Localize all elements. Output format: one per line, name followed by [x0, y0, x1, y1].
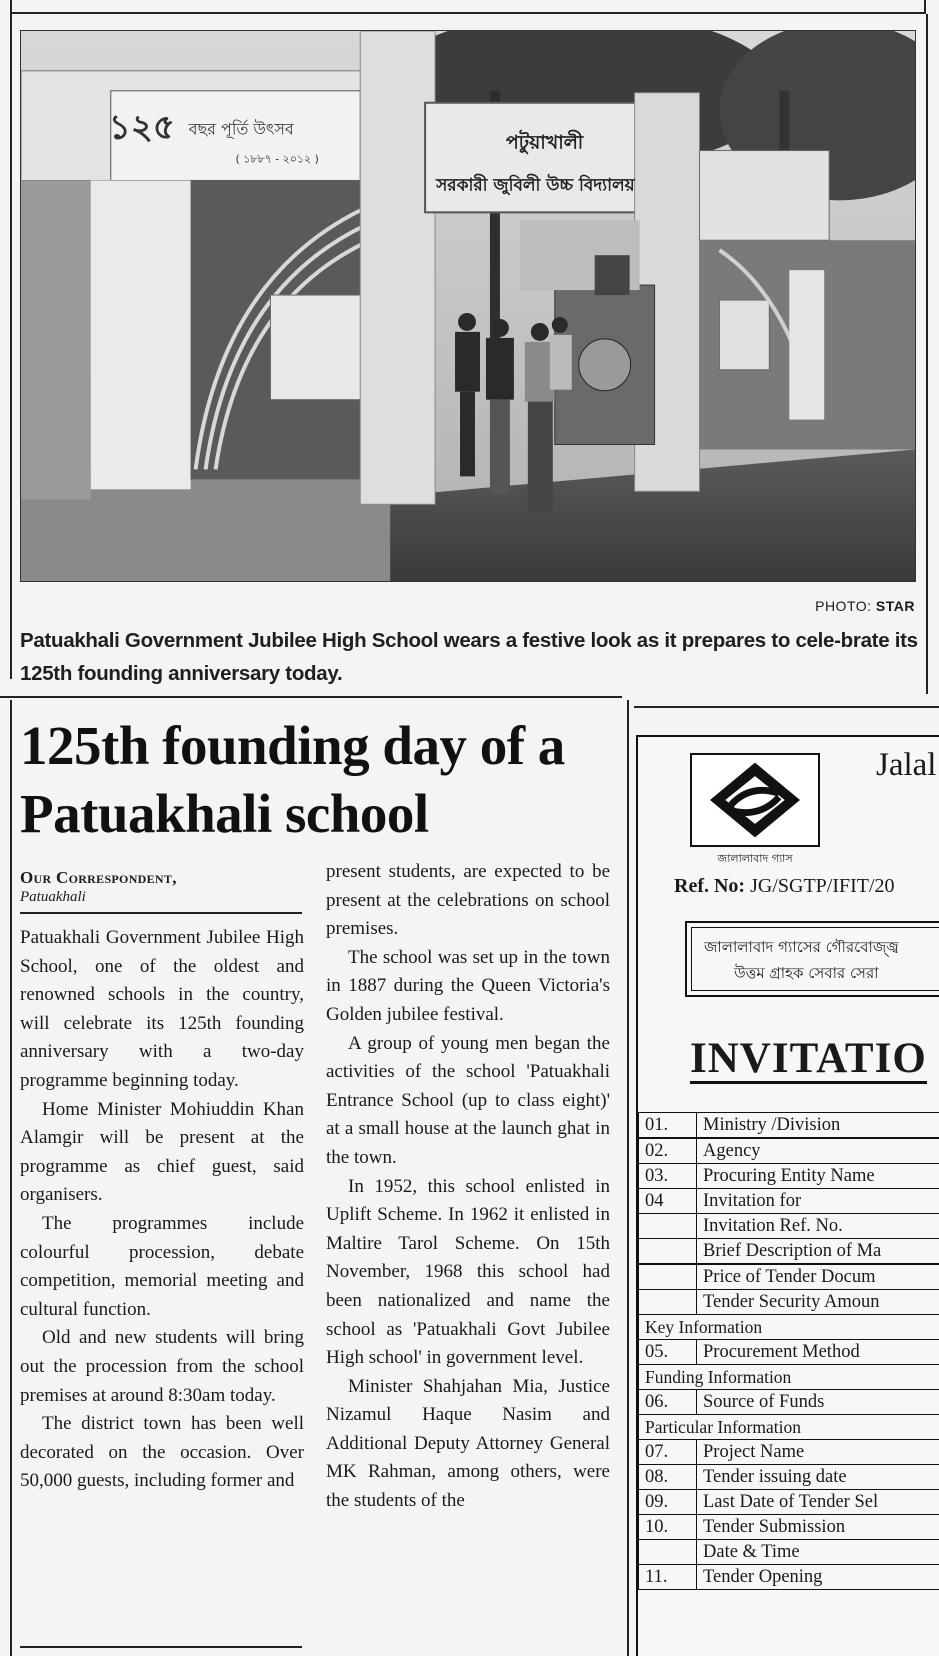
row-label: Ministry /Division [697, 1113, 939, 1138]
row-label: Procuring Entity Name [697, 1164, 939, 1189]
sign-main-line2: সরকারী জুবিলী উচ্চ বিদ্যালয় [436, 174, 635, 195]
column-rule-right [926, 14, 928, 694]
row-number [639, 1290, 697, 1315]
row-label: Procurement Method [697, 1340, 939, 1365]
row-number [639, 1540, 697, 1565]
byline-place: Patuakhali [20, 889, 86, 905]
table-row [639, 1315, 939, 1340]
byline-rule [20, 912, 302, 914]
photo-credit: PHOTO: STAR [815, 598, 915, 614]
table-row [639, 1164, 939, 1189]
paragraph: Patuakhali Government Jubilee High School, one of the oldest and renowned schools in the country, will celebrate its 125th founding anniversary with a two-day programme beginning today. [20, 927, 304, 1091]
school-gate-photo [21, 31, 915, 581]
row-number: 11. [639, 1565, 697, 1590]
logo-caption: জালালাবাদ গ্যাস [717, 852, 793, 865]
sign-left-number: ১২৫ [108, 107, 175, 147]
table-row [639, 1113, 939, 1138]
paragraph: In 1952, this school enlisted in Uplift Scheme. In 1962 it enlisted in Maltire Tarol Scheme. On 15th November, 1968 this school had been nationalized and name the school as 'Patuakhali Govt Jubilee High school' in government level. [326, 1175, 610, 1369]
paragraph: The district town has been well decorated on the occasion. Over 50,000 guests, including former and [20, 1413, 304, 1492]
row-label: Agency [697, 1139, 939, 1164]
section-heading: Funding Information [639, 1365, 939, 1390]
table-row [639, 1565, 939, 1590]
table-row [639, 1265, 939, 1290]
row-number [639, 1239, 697, 1264]
paragraph: The programmes include colourful procession, debate competition, memorial meeting and cultural function. [20, 1212, 304, 1320]
tender-advertisement [636, 735, 939, 1656]
row-number: 07. [639, 1440, 697, 1465]
table-row [639, 1465, 939, 1490]
tender-table [638, 1112, 939, 1590]
row-number: 10. [639, 1515, 697, 1540]
row-label: Tender Opening [697, 1565, 939, 1590]
row-label: Last Date of Tender Sel [697, 1490, 939, 1515]
article-rule-right [627, 700, 629, 1656]
row-number: 01. [639, 1113, 697, 1138]
banner-line-2: উত্তম গ্রাহক সেবার সেরা [734, 964, 879, 982]
table-row [639, 1515, 939, 1540]
row-number: 06. [639, 1390, 697, 1415]
invitation-title: INVITATIO [690, 1035, 927, 1082]
sign-left-years: ( ১৮৮৭ - ২০১২ ) [235, 152, 319, 166]
table-row [639, 1290, 939, 1315]
ref-value: JG/SGTP/IFIT/20 [750, 875, 895, 897]
paragraph: Home Minister Mohiuddin Khan Alamgir will be present at the programme as chief guest, said organisers. [20, 1098, 304, 1206]
article-column-2 [326, 858, 610, 1516]
column-rule-left [10, 14, 12, 679]
row-number: 02. [639, 1139, 697, 1164]
ad-rule [634, 706, 939, 708]
article-rule-left [10, 700, 12, 1656]
row-label: Source of Funds [697, 1390, 939, 1415]
row-label: Tender Security Amoun [697, 1290, 939, 1315]
table-row [639, 1390, 939, 1415]
table-row [639, 1440, 939, 1465]
row-number: 08. [639, 1465, 697, 1490]
byline [20, 868, 302, 906]
table-row [639, 1415, 939, 1440]
paragraph: A group of young men began the activities of the school 'Patuakhali Entrance School (up to class eight)' at a small house at the launch ghat in the town. [326, 1032, 610, 1168]
table-row [639, 1340, 939, 1365]
paragraph: Minister Shahjahan Mia, Justice Nizamul Haque Nasim and Additional Deputy Attorney General MK Rahman, among others, were the students of the [326, 1375, 610, 1512]
table-row [639, 1214, 939, 1239]
section-rule [0, 696, 622, 698]
article-headline: 125th founding day of a Patuakhali school [20, 715, 565, 844]
row-label: Date & Time [697, 1540, 939, 1565]
top-frame [10, 0, 926, 14]
slogan-banner [685, 921, 939, 997]
bottom-rule [20, 1646, 302, 1648]
article-column-1 [20, 924, 304, 1496]
section-heading: Particular Information [639, 1415, 939, 1440]
paragraph: The school was set up in the town in 1887 during the Queen Victoria's Golden jubilee festival. [326, 946, 610, 1025]
row-number [639, 1265, 697, 1290]
byline-name: Our Correspondent, [20, 868, 177, 887]
table-row [639, 1490, 939, 1515]
row-label: Tender Submission [697, 1515, 939, 1540]
paragraph: present students, are expected to be present at the celebrations on school premises. [326, 861, 610, 940]
table-row [639, 1365, 939, 1390]
row-number: 04 [639, 1189, 697, 1214]
row-number: 05. [639, 1340, 697, 1365]
company-logo [690, 753, 820, 847]
table-row [639, 1540, 939, 1565]
table-row [639, 1189, 939, 1214]
company-name: Jalal [876, 747, 937, 783]
row-number [639, 1214, 697, 1239]
gas-logo-icon [692, 755, 818, 845]
reference-number [674, 875, 895, 898]
banner-line-1: জালালাবাদ গ্যাসের গৌরবোজ্জ্ব [704, 938, 899, 956]
table-row [639, 1239, 939, 1264]
row-label: Tender issuing date [697, 1465, 939, 1490]
row-label: Project Name [697, 1440, 939, 1465]
row-label: Invitation for [697, 1189, 939, 1214]
row-label: Brief Description of Ma [697, 1239, 939, 1264]
section-heading: Key Information [639, 1315, 939, 1340]
ref-label: Ref. No: [674, 875, 746, 897]
news-photo [20, 30, 916, 582]
sign-main-line1: পটুয়াখালী [505, 131, 584, 154]
row-label: Price of Tender Docum [697, 1265, 939, 1290]
row-number: 09. [639, 1490, 697, 1515]
table-row [639, 1139, 939, 1164]
paragraph: Old and new students will bring out the procession from the school premises at around 8:30am today. [20, 1327, 304, 1406]
sign-left-text: বছর পূর্তি উৎসব [188, 119, 294, 139]
photo-caption: Patuakhali Government Jubilee High School wears a festive look as it prepares to cele-brate its 125th founding anniversary today. [20, 629, 918, 685]
row-number: 03. [639, 1164, 697, 1189]
row-label: Invitation Ref. No. [697, 1214, 939, 1239]
